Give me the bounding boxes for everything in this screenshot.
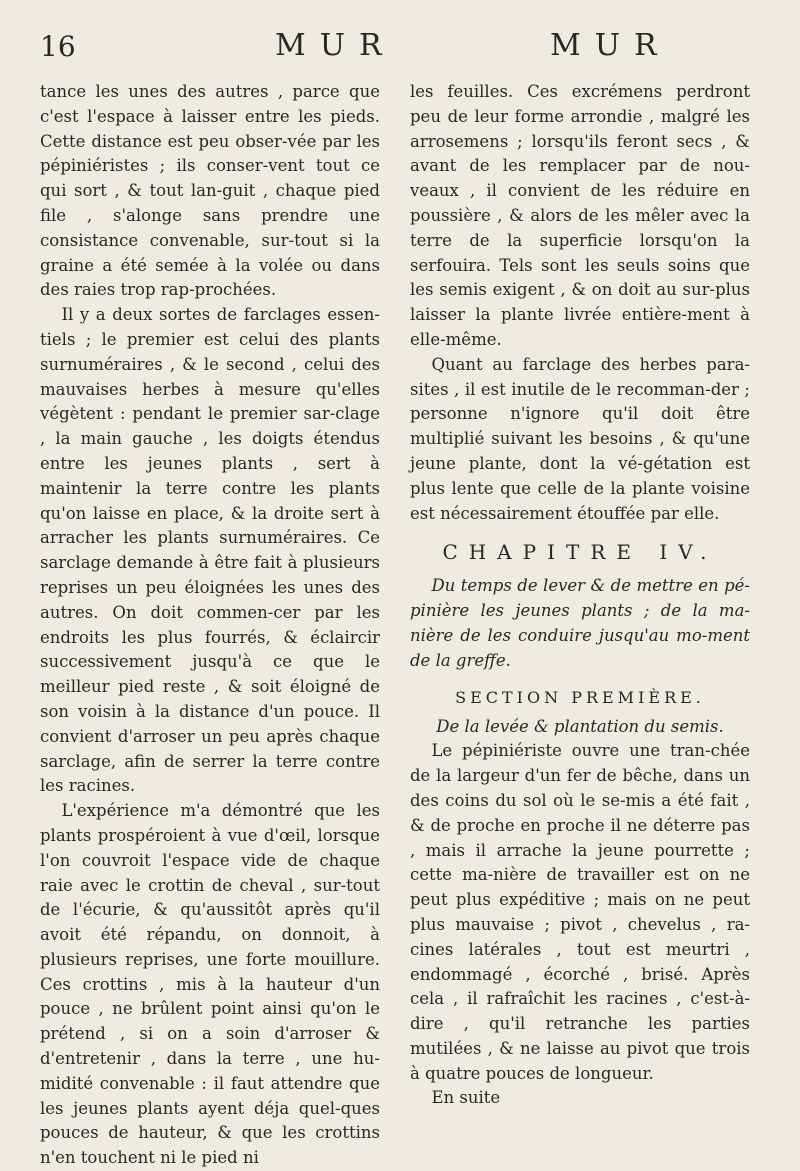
paragraph: les feuilles. Ces excrémens perdront peu de leur forme arrondie , malgré les arrosemens ; lorsqu'ils feront secs , & avant de les remplacer par de nou-veaux , il convient de les réduire en poussière , & alors de les mêler avec la terre de la superficie lorsqu'on la serfouira. Tels sont les seuls soins que les semis exigent , & on doit au sur-plus laisser la plante livrée entière-ment à elle-même. <box>410 82 750 349</box>
page-header <box>40 22 770 70</box>
paragraph: L'expérience m'a démontré que les plants prospéroient à vue d'œil, lorsque l'on couvroit l'espace vide de chaque raie avec le crottin de cheval , sur-tout de l'écurie, & qu'aussitôt après qu'il avoit été répandu, on donnoit, à plusieurs reprises, une forte mouillure. Ces crottins , mis à la hauteur d'un pouce , ne brûlent point ainsi qu'on le prétend , si on a soin d'arroser & d'entretenir , dans la terre , une hu-midité convenable : il faut attendre que les jeunes plants ayent déja quel-ques pouces de hauteur, & que les crottins n'en touchent ni le pied ni <box>40 801 380 1168</box>
left-column <box>40 80 380 1171</box>
paragraph: Le pépiniériste ouvre une tran-chée de la largeur d'un fer de bêche, dans un des coins du sol où le se-mis a été fait , & de proche en proche il ne déterre pas , mais il arrache la jeune pourrette ; cette ma-nière de travailler est on ne peut plus expéditive ; mais on ne peut plus mauvaise ; pivot , chevelus , ra-cines latérales , tout est meurtri , endommagé , écorché , brisé. Après cela , il rafraîchit les racines , c'est-à-dire , qu'il retranche les parties mutilées , & ne laisse au pivot que trois à quatre pouces de longueur. <box>410 741 750 1083</box>
running-head-left: MUR <box>275 28 396 63</box>
paragraph: Quant au farclage des herbes para-sites , il est inutile de le recomman-der ; personne n'ignore qu'il doit être multiplié suivant les besoins , & qu'une jeune plante, dont la vé-gétation est plus lente que celle de la plante voisine est nécessairement étouffée par elle. <box>410 354 750 523</box>
chapter-heading: CHAPITRE IV. <box>442 540 718 565</box>
right-column <box>410 80 750 1111</box>
paragraph: tance les unes des autres , parce que c'est l'espace à laisser entre les pieds. Cette distance est peu obser-vée par les pépiniéristes ; ils conser-vent tout ce qui sort , & tout lan-guit , chaque pied file , s'alonge sans prendre une consistance convenable, sur-tout si la graine a été semée à la volée ou dans des raies trop rap-prochées. <box>40 82 380 300</box>
paragraph: Il y a deux sortes de farclages essen-tiels ; le premier est celui des plants surnuméraires , & le second , celui des mauvaises herbes à mesure qu'elles végètent : pendant le premier sar-clage , la main gauche , les doigts étendus entre les jeunes plants , sert à maintenir la terre contre les plants qu'on laisse en place, & la droite sert à arracher les plants surnuméraires. Ce sarclage demande à être fait à plusieurs reprises un peu éloignées les unes des autres. On doit commen-cer par les endroits les plus fourrés, & éclaircir successivement jusqu'à ce que le meilleur pied reste , & soit éloigné de son voisin à la distance d'un pouce. Il convient d'arroser un peu après chaque sarclage, afin de serrer la terre contre les racines. <box>40 305 380 796</box>
running-head-right: MUR <box>550 28 671 63</box>
catchword: En suite <box>431 1088 501 1108</box>
section-heading: SECTION PREMIÈRE. <box>455 687 705 707</box>
chapter-title: Du temps de lever & de mettre en pé-pinière les jeunes plants ; de la ma-nière de les conduire jusqu'au mo-ment de la greffe. <box>410 576 750 670</box>
page-number: 16 <box>40 30 76 63</box>
section-title: De la levée & plantation du semis. <box>436 716 724 736</box>
